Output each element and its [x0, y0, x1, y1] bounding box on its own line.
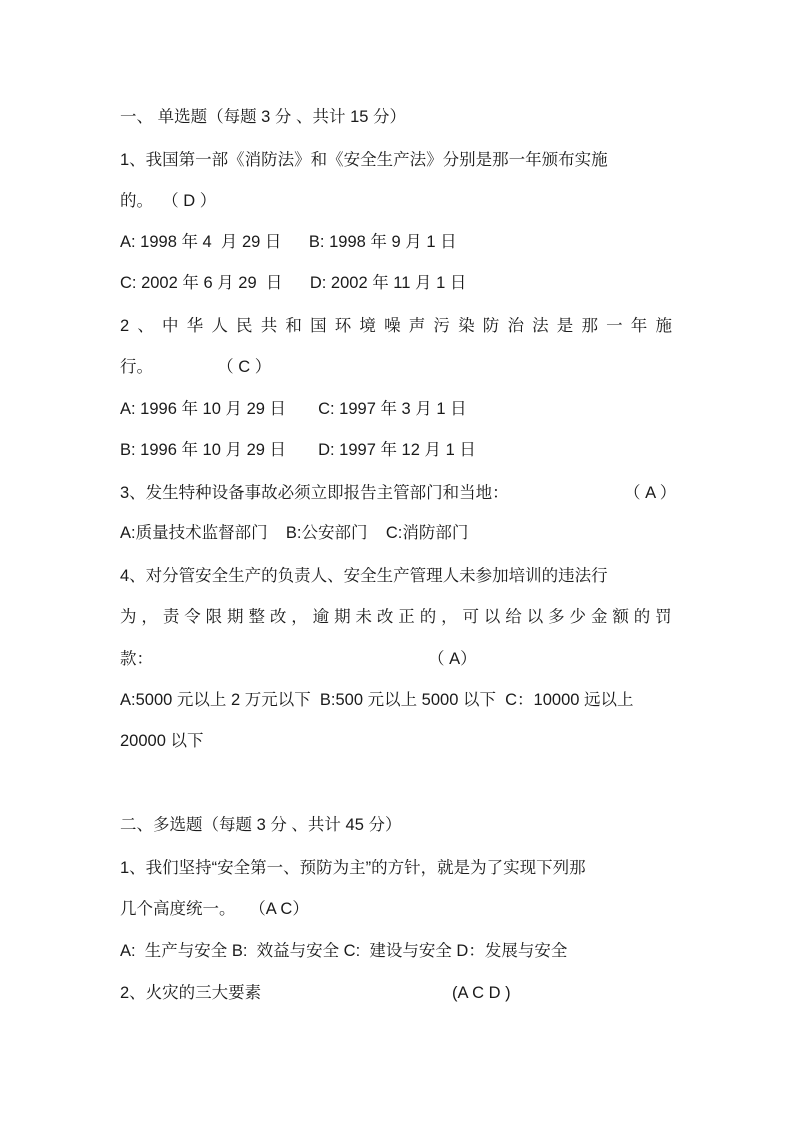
q1-options-cd: C: 2002 年 6 月 29 日 D: 2002 年 11 月 1 日 — [120, 274, 467, 292]
q4-line2-char: ， — [141, 608, 158, 626]
q2-line1-char: 境 — [359, 317, 376, 335]
q2-line1-char: 污 — [433, 317, 450, 335]
q4-line2-char: 以 — [483, 608, 501, 626]
q2-line1-char: 施 — [655, 317, 672, 335]
q4-line2-char: 责 — [162, 608, 180, 626]
mq2-text: 2、火灾的三大要素 — [120, 984, 262, 1002]
q2-line1-char: 年 — [630, 317, 648, 335]
q2-line1-char: 治 — [507, 317, 524, 335]
q2-line1-char: 共 — [260, 317, 278, 335]
q4-line2-char: 逾 — [312, 608, 330, 626]
q4-line2-char: 期 — [227, 608, 244, 626]
q2-line1-char: 一 — [606, 317, 623, 335]
q4-line2-char: 整 — [248, 608, 265, 626]
q4-line2-char: 期 — [334, 608, 351, 626]
q4-line2-char: 以 — [526, 608, 544, 626]
q2-line1-char: 那 — [581, 317, 598, 335]
q4-line2-char: 给 — [505, 608, 522, 626]
q2-text-line2: 行。 （ C ） — [120, 358, 272, 376]
q1-text-line1: 1、我国第一部《消防法》和《安全生产法》分别是那一年颁布实施 — [120, 151, 608, 169]
q4-line2-char: 可 — [462, 608, 479, 626]
q4-line2-char: 的 — [633, 608, 651, 626]
q2-line1-char: 和 — [285, 317, 302, 335]
mq1-text-line2: 几个高度统一。 （A C） — [120, 900, 309, 918]
q2-line1-char: 2 — [120, 317, 130, 335]
q4-line2-char: 的 — [419, 608, 437, 626]
q1-text-line2: 的。 （ D ） — [120, 192, 217, 210]
q2-line1-char: 中 — [162, 317, 179, 335]
mq1-text-line1: 1、我们坚持“安全第一、预防为主”的方针，就是为了实现下列那 — [120, 859, 586, 877]
q4-answer: （ A） — [428, 650, 477, 668]
q2-line1-char: 国 — [310, 317, 327, 335]
q4-options-line2: 20000 以下 — [120, 732, 204, 750]
q4-options-line1: A:5000 元以上 2 万元以下 B:500 元以上 5000 以下 C：10000 远以上 — [120, 691, 634, 709]
q4-line2-char: 为 — [120, 608, 137, 626]
q2-line1-char: 环 — [334, 317, 352, 335]
q2-line1-char: 法 — [532, 317, 549, 335]
q4-line2-char: ， — [291, 608, 308, 626]
q2-line1-char: 、 — [137, 317, 154, 335]
section1-heading: 一、 单选题（每题 3 分 、共计 15 分） — [120, 108, 407, 126]
q4-line2-char: 正 — [398, 608, 415, 626]
q4-line2-char: 少 — [569, 608, 587, 626]
q2-line1-char: 华 — [186, 317, 204, 335]
q3-text: 3、发生特种设备事故必须立即报告主管部门和当地： — [120, 484, 509, 502]
q3-answer: （ A ） — [624, 484, 677, 502]
q4-line2-char: 未 — [355, 608, 372, 626]
q1-options-ab: A: 1998 年 4 月 29 日 B: 1998 年 9 月 1 日 — [120, 233, 457, 251]
section2-heading: 二、多选题（每题 3 分 、共计 45 分） — [120, 816, 402, 834]
mq2-answer: (A C D ) — [452, 984, 511, 1002]
q4-text-line2 — [120, 605, 672, 629]
q4-line2-char: 罚 — [655, 608, 672, 626]
q2-text-line1 — [120, 314, 672, 338]
q2-option-a: A: 1996 年 10 月 29 日 C: 1997 年 3 月 1 日 — [120, 400, 467, 418]
q4-line2-char: 多 — [548, 608, 565, 626]
q4-line2-char: 限 — [205, 608, 223, 626]
q2-line1-char: 民 — [236, 317, 253, 335]
q2-line1-char: 防 — [482, 317, 500, 335]
q3-options: A:质量技术监督部门 B:公安部门 C:消防部门 — [120, 524, 469, 542]
q4-text-line3: 款： — [120, 650, 153, 668]
q4-text-line1: 4、对分管安全生产的负责人、安全生产管理人未参加培训的违法行 — [120, 567, 608, 585]
q4-line2-char: ， — [441, 608, 458, 626]
q4-line2-char: 金 — [590, 608, 608, 626]
q2-line1-char: 人 — [211, 317, 228, 335]
q2-line1-char: 是 — [556, 317, 574, 335]
q2-option-b: B: 1996 年 10 月 29 日 D: 1997 年 12 月 1 日 — [120, 441, 476, 459]
q4-line2-char: 改 — [269, 608, 287, 626]
q2-line1-char: 染 — [458, 317, 475, 335]
q2-line1-char: 声 — [408, 317, 426, 335]
q4-line2-char: 改 — [376, 608, 394, 626]
q4-line2-char: 额 — [612, 608, 629, 626]
mq1-options: A: 生产与安全 B: 效益与安全 C: 建设与安全 D：发展与安全 — [120, 942, 568, 960]
q2-line1-char: 噪 — [384, 317, 401, 335]
q4-line2-char: 令 — [184, 608, 201, 626]
